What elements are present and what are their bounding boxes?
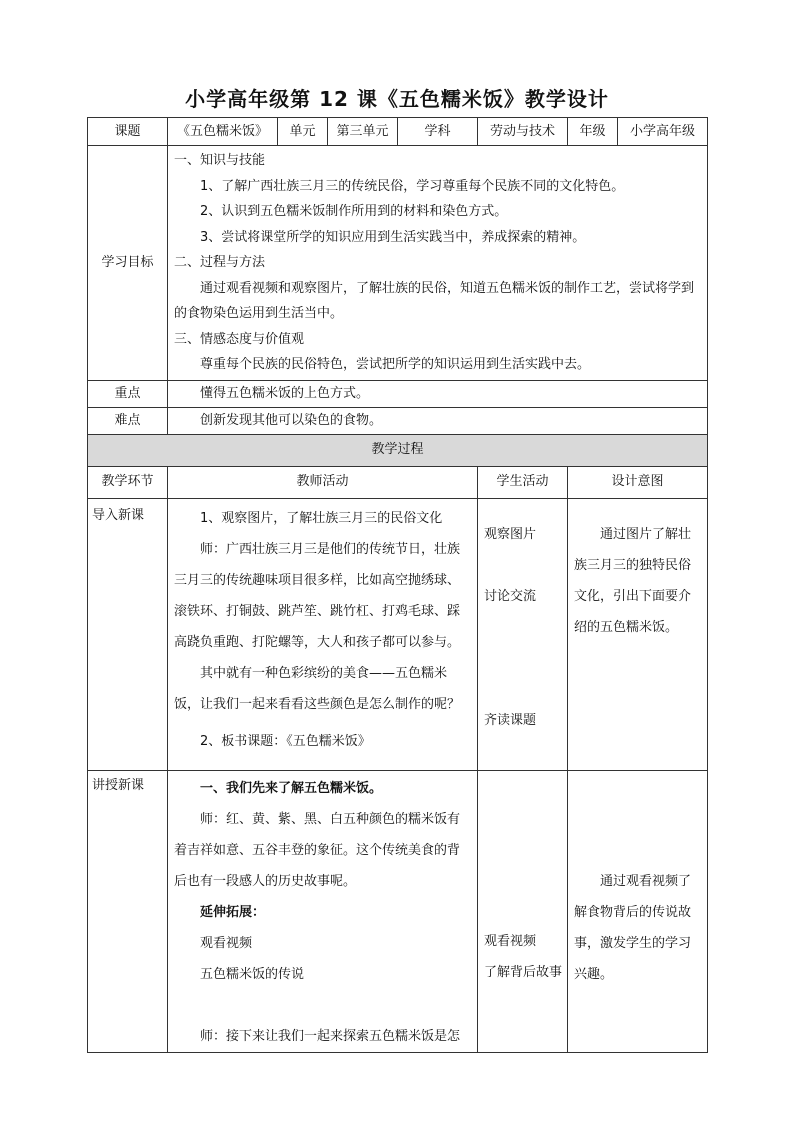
teacher-line: 观看视频 [200, 935, 253, 951]
teacher-line: 2、板书课题：《五色糯米饭》 [200, 733, 371, 749]
stage-name: 讲授新课 [88, 770, 168, 1052]
stage-row [88, 770, 708, 1052]
header-row [88, 118, 708, 146]
objective-item: 尊重每个民族的民俗特色，尝试把所学的知识运用到生活实践中去。 [200, 357, 591, 372]
key-point-label: 重点 [88, 380, 168, 407]
difficulty-row [88, 407, 708, 434]
subject-label: 学科 [398, 118, 478, 146]
teacher-heading: 一、我们先来了解五色糯米饭。 [200, 780, 383, 796]
lesson-plan-table [87, 117, 708, 1053]
objective-item: 通过观看视频和观察图片，了解壮族的民俗，知道五色糯米饭的制作工艺，尝试将学到的食物染色运用到生活当中。 [174, 280, 695, 321]
process-header-row [88, 466, 708, 498]
subject-value: 劳动与技术 [478, 118, 568, 146]
teacher-activity [168, 498, 478, 770]
col-teacher-header: 教师活动 [168, 466, 478, 498]
objective-heading: 三、情感态度与价值观 [174, 331, 305, 347]
objective-item: 3、尝试将课堂所学的知识应用到生活实践当中，养成探索的精神。 [200, 229, 586, 245]
col-intent-header: 设计意图 [568, 466, 708, 498]
student-line: 观察图片 [484, 526, 537, 542]
stage-row [88, 498, 708, 770]
grade-value: 小学高年级 [618, 118, 708, 146]
difficulty-value: 创新发现其他可以染色的食物。 [168, 407, 708, 434]
design-intent [568, 770, 708, 1052]
unit-value: 第三单元 [328, 118, 398, 146]
grade-label: 年级 [568, 118, 618, 146]
key-point-value: 懂得五色糯米饭的上色方式。 [168, 380, 708, 407]
process-section-row [88, 434, 708, 466]
unit-label: 单元 [278, 118, 328, 146]
objective-item: 1、了解广西壮族三月三的传统民俗，学习尊重每个民族不同的文化特色。 [200, 178, 625, 194]
intent-text: 通过观看视频了解食物背后的传说故事，激发学生的学习兴趣。 [574, 873, 692, 982]
teacher-line: 1、观察图片，了解壮族三月三的民俗文化 [200, 510, 443, 526]
col-stage-header: 教学环节 [88, 466, 168, 498]
teacher-activity [168, 770, 478, 1052]
teacher-line: 师：红、黄、紫、黑、白五种颜色的糯米饭有着吉祥如意、五谷丰登的象征。这个传统美食的背后也有一段感人的历史故事呢。 [174, 811, 461, 889]
topic-value: 《五色糯米饭》 [168, 118, 278, 146]
col-student-header: 学生活动 [478, 466, 568, 498]
difficulty-label: 难点 [88, 407, 168, 434]
process-section-title: 教学过程 [88, 434, 708, 466]
teacher-line: 其中就有一种色彩缤纷的美食——五色糯米饭，让我们一起来看看这些颜色是怎么制作的呢？ [174, 665, 461, 712]
student-activity [478, 770, 568, 1052]
page-title: 小学高年级第 12 课《五色糯米饭》教学设计 [185, 87, 609, 111]
student-line: 讨论交流 [484, 588, 537, 604]
student-line: 齐读课题 [484, 712, 537, 728]
student-line: 了解背后故事 [484, 964, 563, 980]
teacher-line: 师：广西壮族三月三是他们的传统节日，壮族三月三的传统趣味项目很多样，比如高空抛绣球、滚铁环、打铜鼓、跳芦笙、跳竹杠、打鸡毛球、踩高跷负重跑、打陀螺等，大人和孩子都可以参与。 [174, 541, 461, 650]
key-point-row [88, 380, 708, 407]
objective-heading: 一、知识与技能 [174, 153, 266, 168]
teacher-line: 五色糯米饭的传说 [200, 966, 305, 982]
teacher-line: 师：接下来让我们一起来探索五色糯米饭是怎 [200, 1028, 461, 1044]
intent-text: 通过图片了解壮族三月三的独特民俗文化，引出下面要介绍的五色糯米饭。 [574, 526, 692, 635]
topic-label: 课题 [88, 118, 168, 146]
objectives-label: 学习目标 [88, 146, 168, 381]
teacher-subheading: 延伸拓展： [200, 904, 266, 920]
student-activity [478, 498, 568, 770]
stage-name: 导入新课 [88, 498, 168, 770]
design-intent [568, 498, 708, 770]
objective-heading: 二、过程与方法 [174, 255, 266, 270]
objectives-row [88, 146, 708, 381]
objectives-content [168, 146, 708, 381]
student-line: 观看视频 [484, 933, 537, 949]
objective-item: 2、认识到五色糯米饭制作所用到的材料和染色方式。 [200, 204, 508, 219]
